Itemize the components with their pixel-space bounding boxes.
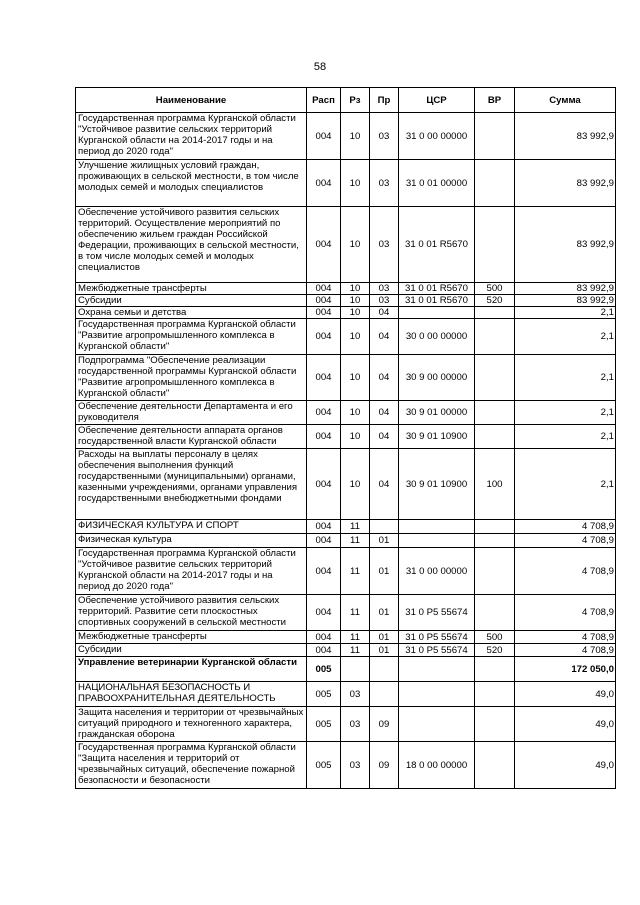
cell-vr <box>475 307 515 319</box>
table-row <box>76 534 616 548</box>
cell-sum: 2,1 <box>515 307 616 319</box>
cell-csr <box>399 307 475 319</box>
cell-sum: 83 992,9 <box>515 113 616 160</box>
cell-name: Обеспечение деятельности Департамента и его руководителя <box>76 401 307 425</box>
cell-pr <box>370 682 399 707</box>
cell-pr: 09 <box>370 742 399 789</box>
cell-rasp: 005 <box>307 657 341 682</box>
header-sum: Сумма <box>515 88 616 113</box>
cell-pr: 04 <box>370 401 399 425</box>
cell-csr: 30 0 00 00000 <box>399 319 475 355</box>
cell-name: НАЦИОНАЛЬНАЯ БЕЗОПАСНОСТЬ И ПРАВООХРАНИТЕЛЬНАЯ ДЕЯТЕЛЬНОСТЬ <box>76 682 307 707</box>
cell-pr: 04 <box>370 319 399 355</box>
cell-csr: 31 0 P5 55674 <box>399 595 475 631</box>
cell-name: Охрана семьи и детства <box>76 307 307 319</box>
table-row <box>76 631 616 644</box>
table-row <box>76 548 616 595</box>
cell-rz: 10 <box>341 401 370 425</box>
cell-vr <box>475 595 515 631</box>
cell-vr: 500 <box>475 283 515 295</box>
cell-sum: 172 050,0 <box>515 657 616 682</box>
cell-pr <box>370 657 399 682</box>
cell-sum: 4 708,9 <box>515 644 616 657</box>
cell-rasp: 004 <box>307 520 341 534</box>
cell-csr: 31 0 01 00000 <box>399 160 475 207</box>
cell-rasp: 005 <box>307 742 341 789</box>
cell-name: Обеспечение деятельности аппарата органов государственной власти Курганской области <box>76 425 307 449</box>
cell-rz: 10 <box>341 355 370 401</box>
cell-name: Государственная программа Курганской области "Защита населения и территорий от чрезвычайных ситуаций, обеспечение пожарной безопасности и безопасности <box>76 742 307 789</box>
cell-pr: 03 <box>370 283 399 295</box>
cell-sum: 83 992,9 <box>515 207 616 283</box>
cell-vr <box>475 548 515 595</box>
cell-csr: 31 0 00 00000 <box>399 113 475 160</box>
cell-rz: 03 <box>341 707 370 742</box>
cell-csr: 31 0 P5 55674 <box>399 631 475 644</box>
cell-pr: 09 <box>370 707 399 742</box>
table-row <box>76 113 616 160</box>
cell-sum: 4 708,9 <box>515 631 616 644</box>
cell-pr: 01 <box>370 548 399 595</box>
cell-rasp: 004 <box>307 425 341 449</box>
cell-pr: 01 <box>370 631 399 644</box>
cell-sum: 83 992,9 <box>515 283 616 295</box>
cell-rz: 10 <box>341 319 370 355</box>
cell-name: Субсидии <box>76 644 307 657</box>
page-number: 58 <box>313 61 327 73</box>
table-row <box>76 295 616 307</box>
cell-rz: 03 <box>341 742 370 789</box>
cell-name: Подпрограмма "Обеспечение реализации государственной программы Курганской области "Развитие агропромышленного комплекса в Курганской области" <box>76 355 307 401</box>
cell-name: Физическая культура <box>76 534 307 548</box>
cell-rasp: 004 <box>307 160 341 207</box>
table-row <box>76 355 616 401</box>
cell-pr: 01 <box>370 534 399 548</box>
cell-rasp: 004 <box>307 355 341 401</box>
cell-name: Государственная программа Курганской области "Устойчивое развитие сельских территорий Курганской области на 2014-2017 годы и на период до 2020 года" <box>76 113 307 160</box>
cell-csr <box>399 534 475 548</box>
table-row <box>76 449 616 520</box>
cell-sum: 2,1 <box>515 449 616 520</box>
cell-rasp: 004 <box>307 295 341 307</box>
cell-rz: 11 <box>341 548 370 595</box>
cell-sum: 83 992,9 <box>515 295 616 307</box>
table-row <box>76 319 616 355</box>
header-name: Наименование <box>76 88 307 113</box>
cell-sum: 49,0 <box>515 742 616 789</box>
cell-name: Субсидии <box>76 295 307 307</box>
table-row <box>76 644 616 657</box>
table-row <box>76 307 616 319</box>
cell-rz <box>341 657 370 682</box>
cell-csr: 30 9 00 00000 <box>399 355 475 401</box>
cell-rz: 11 <box>341 595 370 631</box>
cell-sum: 2,1 <box>515 425 616 449</box>
cell-rasp: 004 <box>307 307 341 319</box>
cell-name: Расходы на выплаты персоналу в целях обеспечения выполнения функций государственными (муниципальными) органами, казенными учреждениями, органами управления государственными внебюджетными фондами <box>76 449 307 520</box>
cell-sum: 4 708,9 <box>515 534 616 548</box>
cell-csr: 31 0 01 R5670 <box>399 295 475 307</box>
budget-table <box>75 87 616 789</box>
cell-rz: 10 <box>341 283 370 295</box>
table-row <box>76 520 616 534</box>
cell-rz: 11 <box>341 644 370 657</box>
cell-sum: 2,1 <box>515 355 616 401</box>
cell-name: Улучшение жилищных условий граждан, проживающих в сельской местности, в том числе молодых семей и молодых специалистов <box>76 160 307 207</box>
cell-vr <box>475 425 515 449</box>
cell-vr <box>475 401 515 425</box>
cell-vr <box>475 319 515 355</box>
cell-vr <box>475 207 515 283</box>
table-row <box>76 707 616 742</box>
cell-name: ФИЗИЧЕСКАЯ КУЛЬТУРА И СПОРТ <box>76 520 307 534</box>
cell-name: Управление ветеринарии Курганской области <box>76 657 307 682</box>
cell-rasp: 004 <box>307 644 341 657</box>
cell-name: Государственная программа Курганской области "Развитие агропромышленного комплекса в Курганской области" <box>76 319 307 355</box>
cell-pr: 03 <box>370 160 399 207</box>
cell-rz: 11 <box>341 520 370 534</box>
cell-csr: 31 0 00 00000 <box>399 548 475 595</box>
cell-sum: 4 708,9 <box>515 595 616 631</box>
table-header-row <box>76 88 616 113</box>
cell-vr <box>475 520 515 534</box>
cell-csr: 30 9 01 10900 <box>399 425 475 449</box>
cell-rasp: 004 <box>307 595 341 631</box>
cell-vr: 520 <box>475 295 515 307</box>
table-row <box>76 742 616 789</box>
cell-rasp: 004 <box>307 207 341 283</box>
table-row <box>76 401 616 425</box>
cell-pr: 01 <box>370 644 399 657</box>
header-vr: ВР <box>475 88 515 113</box>
cell-vr: 100 <box>475 449 515 520</box>
cell-csr <box>399 520 475 534</box>
cell-sum: 83 992,9 <box>515 160 616 207</box>
cell-pr: 01 <box>370 595 399 631</box>
cell-vr <box>475 742 515 789</box>
cell-pr: 03 <box>370 113 399 160</box>
cell-pr: 04 <box>370 449 399 520</box>
cell-rasp: 004 <box>307 449 341 520</box>
cell-csr <box>399 682 475 707</box>
cell-rz: 10 <box>341 160 370 207</box>
header-rz: Рз <box>341 88 370 113</box>
cell-rasp: 004 <box>307 631 341 644</box>
cell-rasp: 004 <box>307 283 341 295</box>
cell-pr: 04 <box>370 355 399 401</box>
header-pr: Пр <box>370 88 399 113</box>
cell-csr <box>399 707 475 742</box>
header-csr: ЦСР <box>399 88 475 113</box>
cell-rasp: 004 <box>307 548 341 595</box>
cell-csr: 30 9 01 00000 <box>399 401 475 425</box>
cell-name: Межбюджетные трансферты <box>76 631 307 644</box>
table-row <box>76 657 616 682</box>
cell-rasp: 005 <box>307 707 341 742</box>
header-rasp: Расп <box>307 88 341 113</box>
cell-rasp: 004 <box>307 113 341 160</box>
cell-pr: 04 <box>370 307 399 319</box>
cell-vr <box>475 534 515 548</box>
cell-pr: 04 <box>370 425 399 449</box>
cell-sum: 4 708,9 <box>515 548 616 595</box>
cell-vr <box>475 355 515 401</box>
cell-pr <box>370 520 399 534</box>
cell-rz: 11 <box>341 534 370 548</box>
cell-vr <box>475 707 515 742</box>
cell-rz: 10 <box>341 113 370 160</box>
cell-rasp: 004 <box>307 319 341 355</box>
cell-rz: 11 <box>341 631 370 644</box>
cell-name: Межбюджетные трансферты <box>76 283 307 295</box>
cell-sum: 2,1 <box>515 319 616 355</box>
cell-rasp: 004 <box>307 401 341 425</box>
cell-rasp: 004 <box>307 534 341 548</box>
cell-sum: 2,1 <box>515 401 616 425</box>
cell-csr <box>399 657 475 682</box>
table-row <box>76 160 616 207</box>
cell-vr <box>475 113 515 160</box>
cell-csr: 18 0 00 00000 <box>399 742 475 789</box>
cell-name: Обеспечение устойчивого развития сельских территорий. Осуществление мероприятий по обеспечению жильем граждан Российской Федерации, проживающих в сельской местности, в том числе молодых семей и молодых специалистов <box>76 207 307 283</box>
cell-vr <box>475 160 515 207</box>
table-row <box>76 595 616 631</box>
cell-csr: 31 0 01 R5670 <box>399 207 475 283</box>
cell-rz: 10 <box>341 295 370 307</box>
cell-pr: 03 <box>370 207 399 283</box>
cell-rz: 10 <box>341 307 370 319</box>
cell-sum: 49,0 <box>515 707 616 742</box>
cell-sum: 49,0 <box>515 682 616 707</box>
cell-vr: 520 <box>475 644 515 657</box>
table-row <box>76 207 616 283</box>
cell-rz: 10 <box>341 425 370 449</box>
cell-name: Государственная программа Курганской области "Устойчивое развитие сельских территорий Курганской области на 2014-2017 годы и на период до 2020 года" <box>76 548 307 595</box>
cell-sum: 4 708,9 <box>515 520 616 534</box>
cell-rz: 10 <box>341 449 370 520</box>
table-row <box>76 682 616 707</box>
cell-vr: 500 <box>475 631 515 644</box>
cell-vr <box>475 657 515 682</box>
table-row <box>76 283 616 295</box>
cell-csr: 31 0 P5 55674 <box>399 644 475 657</box>
cell-rasp: 005 <box>307 682 341 707</box>
cell-pr: 03 <box>370 295 399 307</box>
cell-csr: 30 9 01 10900 <box>399 449 475 520</box>
cell-name: Защита населения и территории от чрезвычайных ситуаций природного и техногенного характера, гражданская оборона <box>76 707 307 742</box>
cell-vr <box>475 682 515 707</box>
cell-rz: 03 <box>341 682 370 707</box>
table-row <box>76 425 616 449</box>
cell-rz: 10 <box>341 207 370 283</box>
cell-csr: 31 0 01 R5670 <box>399 283 475 295</box>
cell-name: Обеспечение устойчивого развития сельских территорий. Развитие сети плоскостных спортивных сооружений в сельской местности <box>76 595 307 631</box>
